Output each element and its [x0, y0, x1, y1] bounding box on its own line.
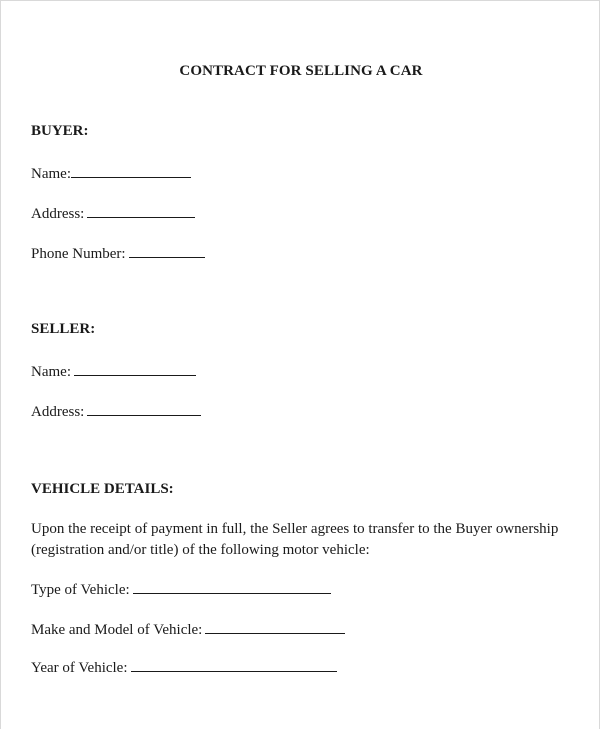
- vehicle-type-blank[interactable]: [133, 579, 331, 594]
- seller-name-field[interactable]: [31, 361, 196, 381]
- buyer-name-label: Name:: [31, 166, 71, 182]
- buyer-name-blank[interactable]: [71, 163, 191, 178]
- vehicle-make-model-field[interactable]: [31, 619, 345, 639]
- vehicle-heading: VEHICLE DETAILS:: [31, 481, 174, 497]
- seller-address-label: Address:: [31, 404, 85, 420]
- buyer-address-field[interactable]: [31, 203, 195, 223]
- vehicle-make-model-blank[interactable]: [205, 619, 345, 634]
- buyer-phone-label: Phone Number:: [31, 246, 126, 262]
- buyer-phone-field[interactable]: [31, 243, 205, 263]
- seller-name-blank[interactable]: [74, 361, 196, 376]
- document-title: CONTRACT FOR SELLING A CAR: [179, 63, 423, 79]
- buyer-address-label: Address:: [31, 206, 85, 222]
- vehicle-year-blank[interactable]: [131, 657, 337, 672]
- seller-address-blank[interactable]: [87, 401, 201, 416]
- vehicle-make-model-label: Make and Model of Vehicle:: [31, 622, 203, 638]
- buyer-phone-blank[interactable]: [129, 243, 205, 258]
- vehicle-type-field[interactable]: [31, 579, 331, 599]
- seller-address-field[interactable]: [31, 401, 201, 421]
- seller-heading: SELLER:: [31, 321, 96, 337]
- buyer-address-blank[interactable]: [87, 203, 195, 218]
- seller-name-label: Name:: [31, 364, 71, 380]
- vehicle-year-label: Year of Vehicle:: [31, 660, 128, 676]
- vehicle-year-field[interactable]: [31, 657, 337, 677]
- buyer-heading: BUYER:: [31, 123, 89, 139]
- vehicle-type-label: Type of Vehicle:: [31, 582, 130, 598]
- vehicle-intro-paragraph: Upon the receipt of payment in full, the Seller agrees to transfer to the Buyer ownership (registration and/or title) of the following motor vehicle:: [31, 521, 559, 558]
- buyer-name-field[interactable]: [31, 163, 191, 183]
